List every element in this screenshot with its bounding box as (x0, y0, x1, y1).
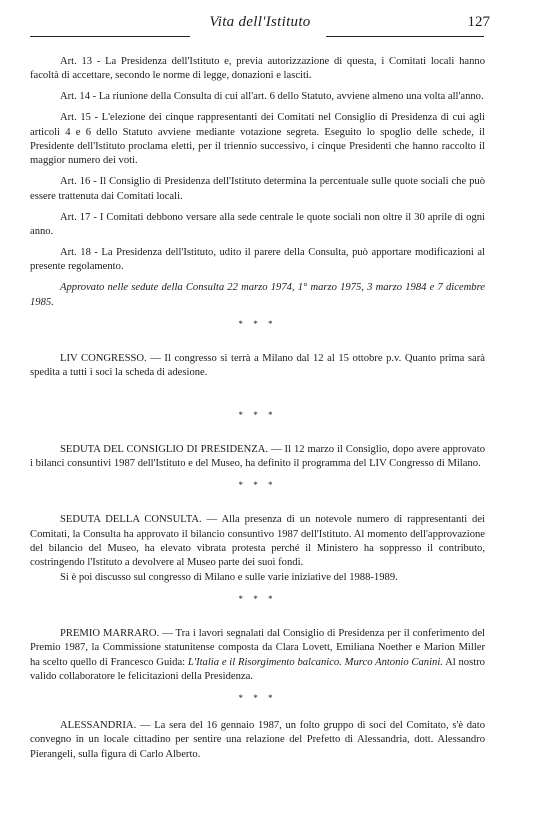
section-consiglio: SEDUTA DEL CONSIGLIO DI PRESIDENZA. — Il 12 marzo il Consiglio, dopo avere approvato i bilanci consuntivi 1987 dell'Istituto e del Museo, ha definito il programma del LIV Congresso di Milano. (30, 443, 485, 470)
section-alessandria: ALESSANDRIA. — La sera del 16 gennaio 1987, un folto gruppo di soci del Comitato, s'è dato convegno in un locale cittadino per sentire una relazione del Prefetto di Alessandria, dott. Alessandro Pierangeli, sulla figura di Carlo Alberto. (30, 719, 485, 760)
article-18: Art. 18 - La Presidenza dell'Istituto, udito il parere della Consulta, può apportare modificazioni al presente regolamento. (30, 246, 485, 273)
article-17: Art. 17 - I Comitati debbono versare alla sede centrale le quote sociali non oltre il 30 aprile di ogni anno. (30, 211, 485, 238)
article-13: Art. 13 - La Presidenza dell'Istituto e, previa autorizzazione di questa, i Comitati locali hanno facoltà di accettare, secondo le norme di legge, donazioni e lasciti. (30, 56, 485, 82)
premio-work-title: L'Italia e il Risorgimento balcanico. Murco Antonio Canini. (187, 656, 443, 668)
premio-text-b: Al nostro valido collaboratore le felicitazioni della Presidenza. (30, 656, 485, 682)
running-title: Vita dell'Istituto (209, 14, 311, 30)
section-separator: * * * (238, 409, 277, 420)
article-15: Art. 15 - L'elezione dei cinque rappresentanti dei Comitati nel Consiglio di Presidenza di cui agli articoli 4 e 6 dello Statuto avviene mediante votazione segreta. Eseguito lo spoglio delle schede, il Presidente dell'Istituto proclama eletti, per il triennio successivo, i cinque Presidenti che hanno raccolto il maggior numero dei voti. (30, 112, 485, 167)
section-congresso: LIV CONGRESSO. — Il congresso si terrà a Milano dal 12 al 15 ottobre p.v. Quanto prima sarà spedita a tutti i soci la scheda di adesione. (30, 352, 485, 378)
section-separator: * * * (238, 692, 277, 703)
section-premio (30, 627, 485, 685)
section-separator: * * * (238, 480, 277, 491)
article-14: Art. 14 - La riunione della Consulta di cui all'art. 6 dello Statuto, avviene almeno una volta all'anno. (60, 91, 484, 103)
approval-note: Approvato nelle sedute della Consulta 22 marzo 1974, 1° marzo 1975, 3 marzo 1984 e 7 dicembre 1985. (30, 282, 485, 308)
section-consulta-cont: Si è poi discusso sul congresso di Milano e sulle varie iniziative del 1988-1989. (60, 571, 398, 583)
header-rule-left (30, 36, 190, 37)
section-separator: * * * (238, 593, 277, 604)
section-separator: * * * (238, 318, 277, 329)
page-body (30, 55, 485, 769)
page-header (30, 14, 490, 36)
page-number: 127 (467, 14, 490, 30)
header-rule-right (326, 36, 484, 37)
section-consulta: SEDUTA DELLA CONSULTA. — Alla presenza di un notevole numero di rappresentanti dei Comitati, la Consulta ha approvato il bilancio consuntivo 1987 dell'Istituto. Al momento dell'approvazione del bilancio del Museo, ha elevato vibrata protesta perché il Ministero ha soppresso il contributo, costringendo l'Istituto a devolvere al Museo parte dei suoi fondi. (30, 514, 485, 569)
premio-text-a: PREMIO MARRARO. — Tra i lavori segnalati dal Consiglio di Presidenza per il conferimento del Premio 1987, la Commissione statunitense composta da Clara Lovett, Emiliana Noether e Marion Miller ha scelto quello di Francesco Guida: (30, 627, 485, 668)
article-16: Art. 16 - Il Consiglio di Presidenza dell'Istituto determina la percentuale sulle quote sociali che può essere trattenuta dai Comitati locali. (30, 176, 485, 202)
